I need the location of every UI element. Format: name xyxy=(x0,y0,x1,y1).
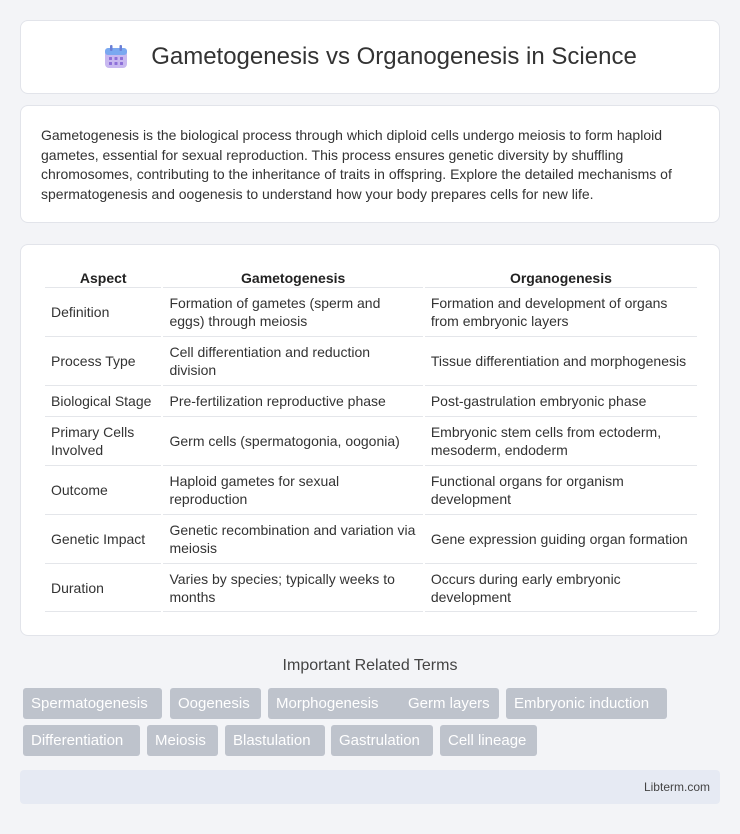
intro-card xyxy=(20,105,720,223)
row-organogenesis: Occurs during early embryonic development xyxy=(425,563,697,612)
term-tag[interactable]: Embryonic induction xyxy=(506,688,667,719)
term-tag[interactable]: Oogenesis xyxy=(170,688,261,719)
row-gametogenesis: Varies by species; typically weeks to months xyxy=(163,563,422,612)
row-gametogenesis: Genetic recombination and variation via meiosis xyxy=(163,514,422,563)
row-gametogenesis: Haploid gametes for sexual reproduction xyxy=(163,465,422,514)
term-tag[interactable]: Gastrulation xyxy=(331,725,433,756)
comparison-table-card xyxy=(20,244,720,636)
comparison-table xyxy=(43,263,699,612)
row-gametogenesis: Cell differentiation and reduction division xyxy=(163,336,422,385)
column-header-organogenesis: Organogenesis xyxy=(509,270,612,286)
table-header-row xyxy=(45,263,697,287)
term-tag[interactable]: Blastulation xyxy=(225,725,325,756)
header-card xyxy=(20,20,720,94)
row-organogenesis: Post-gastrulation embryonic phase xyxy=(425,385,697,416)
row-aspect: Primary Cells Involved xyxy=(45,416,161,465)
term-tag[interactable]: Cell lineage xyxy=(440,725,537,756)
row-organogenesis: Embryonic stem cells from ectoderm, mesoderm, endoderm xyxy=(425,416,697,465)
row-aspect: Process Type xyxy=(45,336,161,385)
term-tag[interactable]: Germ layers xyxy=(400,688,499,719)
table-row xyxy=(45,563,697,612)
row-gametogenesis: Formation of gametes (sperm and eggs) through meiosis xyxy=(163,287,422,336)
row-gametogenesis: Pre-fertilization reproductive phase xyxy=(163,385,422,416)
row-organogenesis: Gene expression guiding organ formation xyxy=(425,514,697,563)
row-gametogenesis: Germ cells (spermatogonia, oogonia) xyxy=(163,416,422,465)
row-aspect: Duration xyxy=(45,563,161,612)
table-row xyxy=(45,287,697,336)
term-tag[interactable]: Differentiation xyxy=(23,725,140,756)
row-aspect: Outcome xyxy=(45,465,161,514)
column-header-aspect: Aspect xyxy=(79,270,127,286)
table-row xyxy=(45,336,697,385)
intro-text: Gametogenesis is the biological process through which diploid cells undergo meiosis to form haploid gametes, essential for sexual reproduction. This process ensures genetic diversity by shuffling chromosomes, contributing to the inheritance of traits in offspring. Explore the detailed mechanisms of spermatogenesis and oogenesis to understand how your body prepares cells for new life. xyxy=(41,127,672,202)
row-organogenesis: Formation and development of organs from embryonic layers xyxy=(425,287,697,336)
row-organogenesis: Tissue differentiation and morphogenesis xyxy=(425,336,697,385)
table-row xyxy=(45,514,697,563)
related-terms-title: Important Related Terms xyxy=(282,657,458,674)
page-title: Gametogenesis vs Organogenesis in Science xyxy=(151,43,637,70)
footer-brand[interactable]: Libterm.com xyxy=(643,780,710,794)
term-tag[interactable]: Meiosis xyxy=(147,725,218,756)
term-tag[interactable]: Morphogenesis xyxy=(268,688,416,719)
table-row xyxy=(45,416,697,465)
term-tag[interactable]: Spermatogenesis xyxy=(23,688,162,719)
row-organogenesis: Functional organs for organism development xyxy=(425,465,697,514)
row-aspect: Genetic Impact xyxy=(45,514,161,563)
footer xyxy=(20,770,720,804)
table-row xyxy=(45,465,697,514)
table-row xyxy=(45,385,697,416)
row-aspect: Biological Stage xyxy=(45,385,161,416)
row-aspect: Definition xyxy=(45,287,161,336)
column-header-gametogenesis: Gametogenesis xyxy=(241,270,346,286)
calendar-icon xyxy=(103,44,129,70)
